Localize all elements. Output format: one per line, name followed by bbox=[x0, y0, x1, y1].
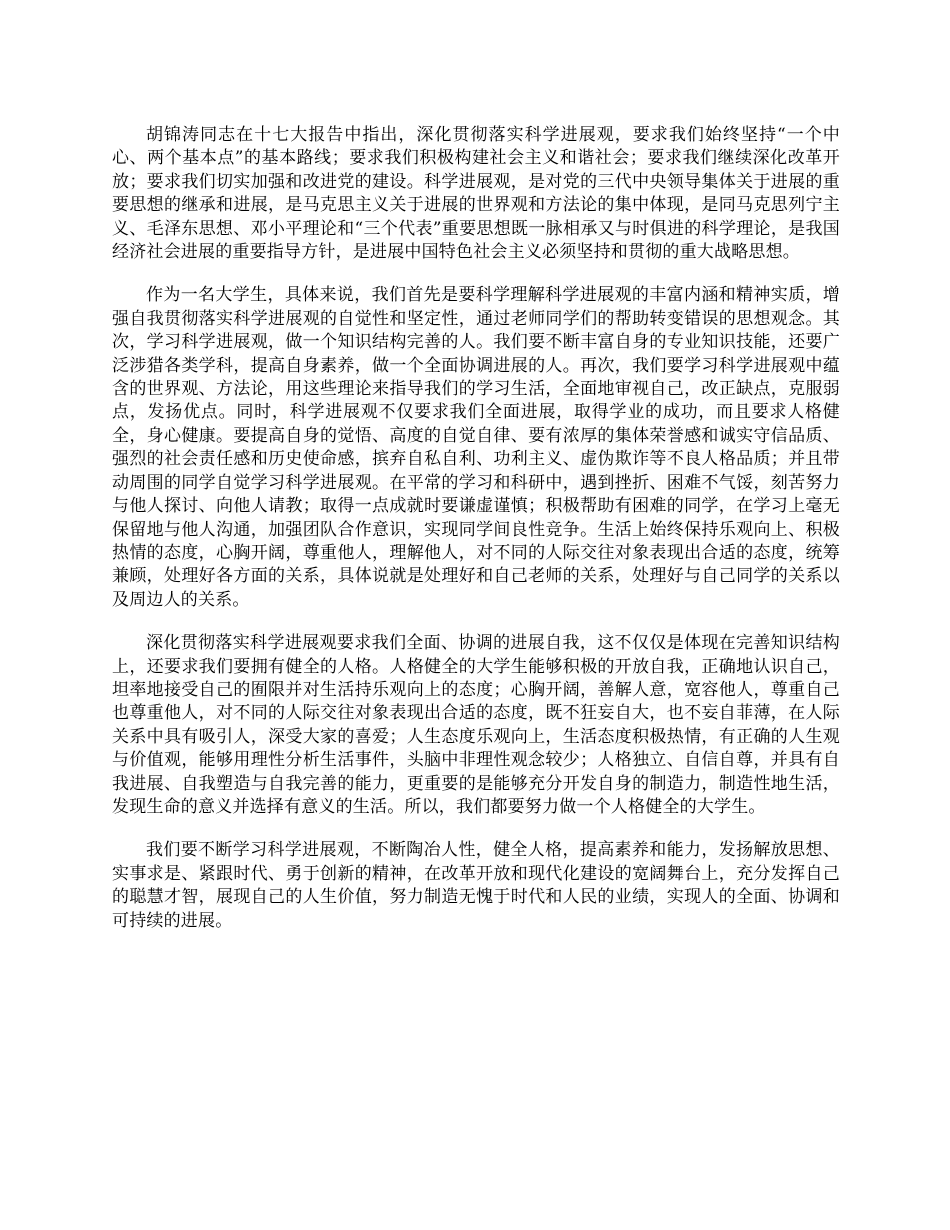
paragraph-2: 作为一名大学生，具体来说，我们首先是要科学理解科学进展观的丰富内涵和精神实质，增强自我贯彻落实科学进展观的自觉性和坚定性，通过老师同学们的帮助转变错误的思想观念。其次，学习科学进展观，做一个知识结构完善的人。我们要不断丰富自身的专业知识技能，还要广泛涉猎各类学科，提高自身素养，做一个全面协调进展的人。再次，我们要学习科学进展观中蕴含的世界观、方法论，用这些理论来指导我们的学习生活，全面地审视自己，改正缺点，克服弱点，发扬优点。同时，科学进展观不仅要求我们全面进展，取得学业的成功，而且要求人格健全，身心健康。要提高自身的觉悟、高度的自觉自律、要有浓厚的集体荣誉感和诚实守信品质、强烈的社会责任感和历史使命感，摈弃自私自利、功利主义、虚伪欺诈等不良人格品质；并且带动周围的同学自觉学习科学进展观。在平常的学习和科研中，遇到挫折、困难不气馁，刻苦努力与他人探讨、向他人请教；取得一点成就时要谦虚谨慎；积极帮助有困难的同学，在学习上毫无保留地与他人沟通，加强团队合作意识，实现同学间良性竞争。生活上始终保持乐观向上、积极热情的态度，心胸开阔，尊重他人，理解他人，对不同的人际交往对象表现出合适的态度，统筹兼顾，处理好各方面的关系，具体说就是处理好和自己老师的关系，处理好与自己同学的关系以及周边人的关系。 bbox=[112, 285, 840, 610]
paragraph-3: 深化贯彻落实科学进展观要求我们全面、协调的进展自我，这不仅仅是体现在完善知识结构上，还要求我们要拥有健全的人格。人格健全的大学生能够积极的开放自我，正确地认识自己，坦率地接受自己的囿限并对生活持乐观向上的态度；心胸开阔，善解人意，宽容他人，尊重自己也尊重他人，对不同的人际交往对象表现出合适的态度，既不狂妄自大，也不妄自菲薄，在人际关系中具有吸引人，深受大家的喜爱；人生态度乐观向上，生活态度积极热情，有正确的人生观与价值观，能够用理性分析生活事件，头脑中非理性观念较少；人格独立、自信自尊，并具有自我进展、自我塑造与自我完善的能力，更重要的是能够充分开发自身的制造力，制造性地生活，发现生命的意义并选择有意义的生活。所以，我们都要努力做一个人格健全的大学生。 bbox=[112, 633, 840, 817]
paragraph-1: 胡锦涛同志在十七大报告中指出，深化贯彻落实科学进展观，要求我们始终坚持“一个中心、两个基本点”的基本路线；要求我们积极构建社会主义和谐社会；要求我们继续深化改革开放；要求我们切实加强和改进党的建设。科学进展观，是对党的三代中央领导集体关于进展的重要思想的继承和进展，是马克思主义关于进展的世界观和方法论的集中体现，是同马克思列宁主义、毛泽东思想、邓小平理论和“三个代表”重要思想既一脉相承又与时俱进的科学理论，是我国经济社会进展的重要指导方针，是进展中国特色社会主义必须坚持和贯彻的重大战略思想。 bbox=[112, 125, 840, 263]
document-body bbox=[112, 124, 840, 953]
paragraph-4: 我们要不断学习科学进展观，不断陶冶人性，健全人格，提高素养和能力，发扬解放思想、实事求是、紧跟时代、勇于创新的精神，在改革开放和现代化建设的宽阔舞台上，充分发挥自己的聪慧才智，展现自己的人生价值，努力制造无愧于时代和人民的业绩，实现人的全面、协调和可持续的进展。 bbox=[112, 840, 840, 931]
